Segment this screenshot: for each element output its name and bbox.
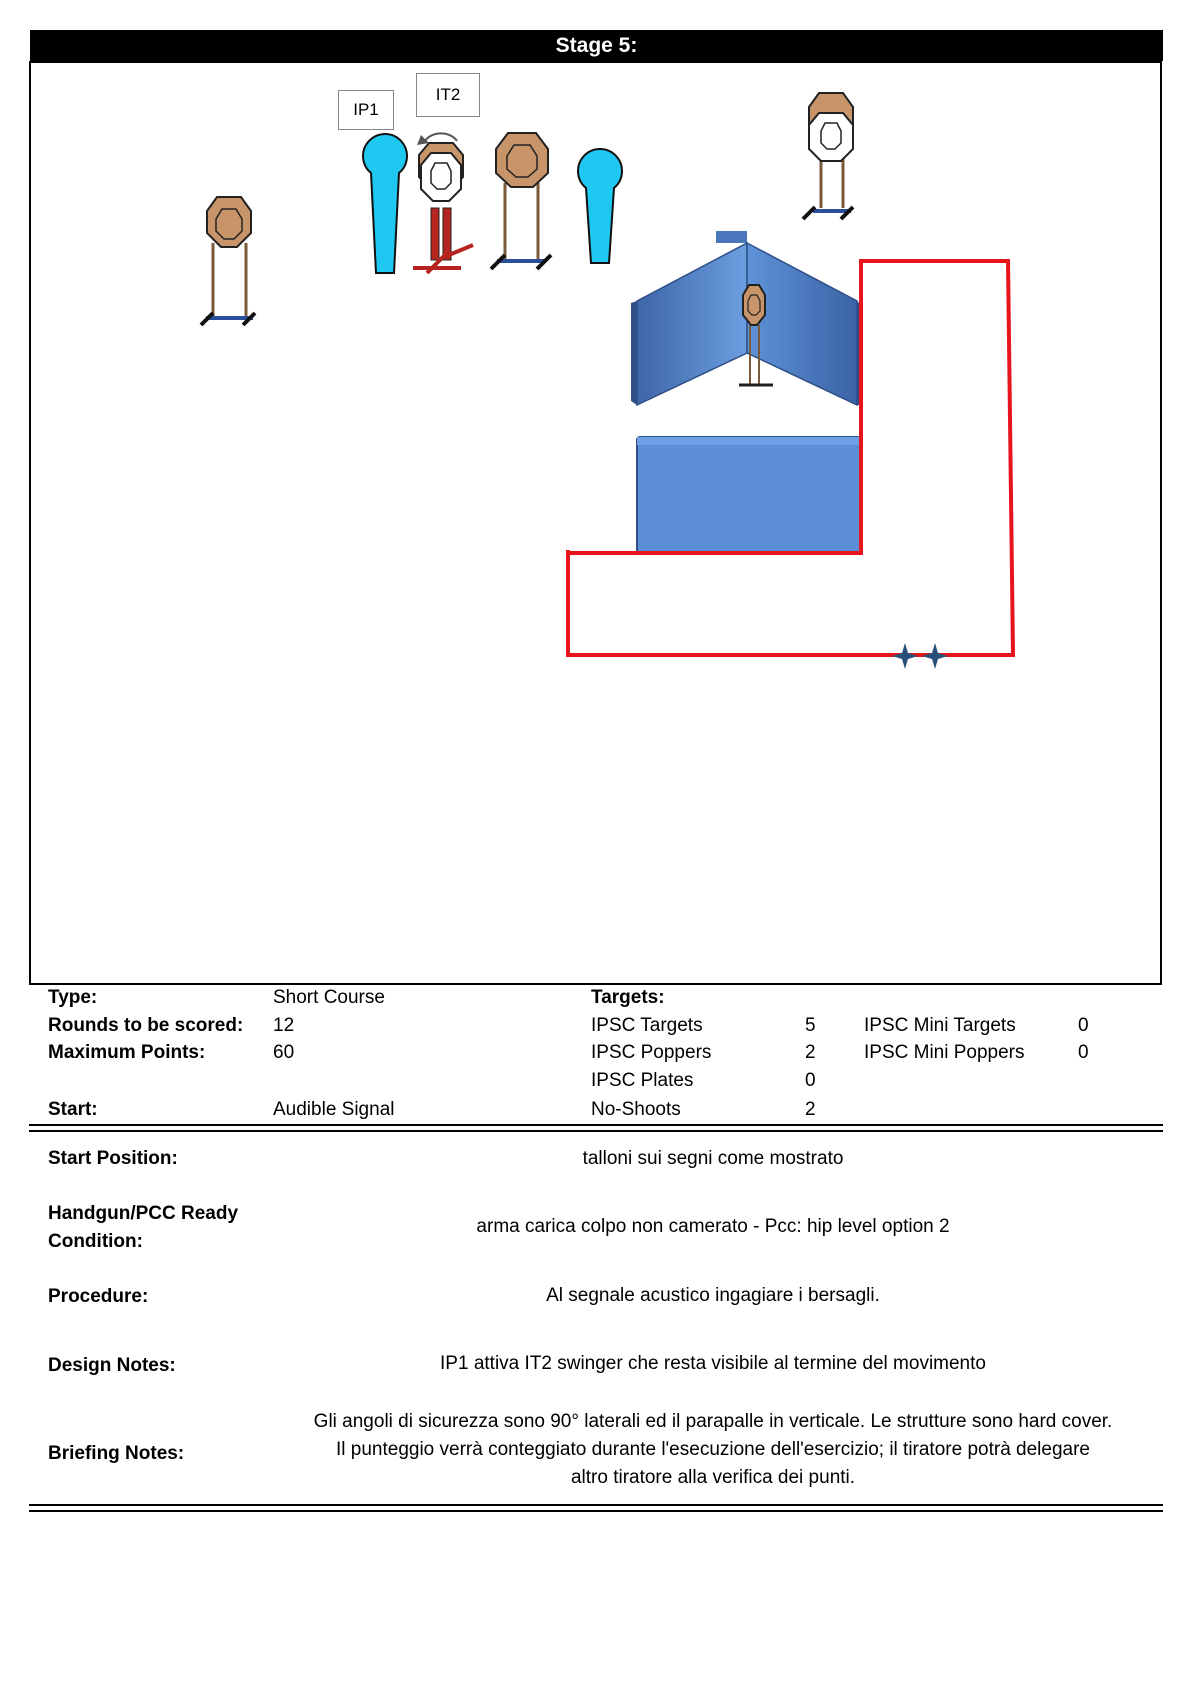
mini-target-type-count: 0 [1078,1042,1089,1063]
start-position-value: talloni sui segni come mostrato [582,1148,844,1169]
rounds-value: 12 [273,1015,295,1036]
ipsc-target-center [491,133,551,269]
ipsc-target-left [201,197,255,325]
design-notes-label: Design Notes: [48,1355,176,1376]
briefing-line: altro tiratore alla verifica dei punti. [570,1467,856,1488]
target-type-name: No-Shoots [591,1099,681,1120]
type-value: Short Course [273,987,385,1008]
target-type-count: 2 [805,1042,816,1063]
briefing-line: Gli angoli di sicurezza sono 90° laterali ed il parapalle in verticale. Le strutture sono hard cover. [313,1411,1113,1432]
target-type-count: 5 [805,1015,816,1036]
label-ip1-box [338,90,394,130]
target-type-name: IPSC Targets [591,1015,703,1036]
ipsc-popper-ip1 [363,134,407,273]
type-label: Type: [48,987,98,1008]
label-it2-box [416,73,480,117]
rounds-label: Rounds to be scored: [48,1015,244,1036]
target-type-name: IPSC Poppers [591,1042,712,1063]
targets-heading: Targets: [591,987,665,1008]
stage-diagram [29,61,1162,985]
procedure-label: Procedure: [48,1286,149,1307]
mini-target-type-name: IPSC Mini Targets [864,1015,1016,1036]
briefing-notes-label: Briefing Notes: [48,1443,185,1464]
swinger-it2 [413,133,473,273]
start-value: Audible Signal [273,1099,395,1120]
summary-divider [29,1124,1163,1132]
label-ip1: IP1 [353,100,379,119]
ipsc-popper-right [578,149,622,263]
target-type-name: IPSC Plates [591,1070,694,1091]
start-label: Start: [48,1099,98,1120]
ipsc-target-upper-right [803,93,853,219]
bottom-divider [29,1504,1163,1512]
procedure-value: Al segnale acustico ingagiare i bersagli. [546,1285,880,1306]
stage-drawing [31,63,1160,983]
points-value: 60 [273,1042,295,1063]
target-type-count: 0 [805,1070,816,1091]
mini-target-type-count: 0 [1078,1015,1089,1036]
label-it2: IT2 [435,85,461,104]
mini-target-type-name: IPSC Mini Poppers [864,1042,1025,1063]
stage-title: Stage 5: [30,30,1163,61]
design-notes-value: IP1 attiva IT2 swinger che resta visibile al termine del movimento [440,1353,986,1374]
ready-condition-label-line1: Handgun/PCC Ready [48,1203,239,1224]
ready-condition-value: arma carica colpo non camerato - Pcc: hip level option 2 [476,1216,950,1237]
briefing-notes-value [263,1408,1163,1492]
briefing-line: Il punteggio verrà conteggiato durante l'esecuzione dell'esercizio; il tiratore potrà delegare [336,1439,1090,1460]
front-wall [637,437,861,553]
ready-condition-label-line2: Condition: [48,1231,143,1252]
target-type-count: 2 [805,1099,816,1120]
start-position-label: Start Position: [48,1148,178,1169]
points-label: Maximum Points: [48,1042,206,1063]
